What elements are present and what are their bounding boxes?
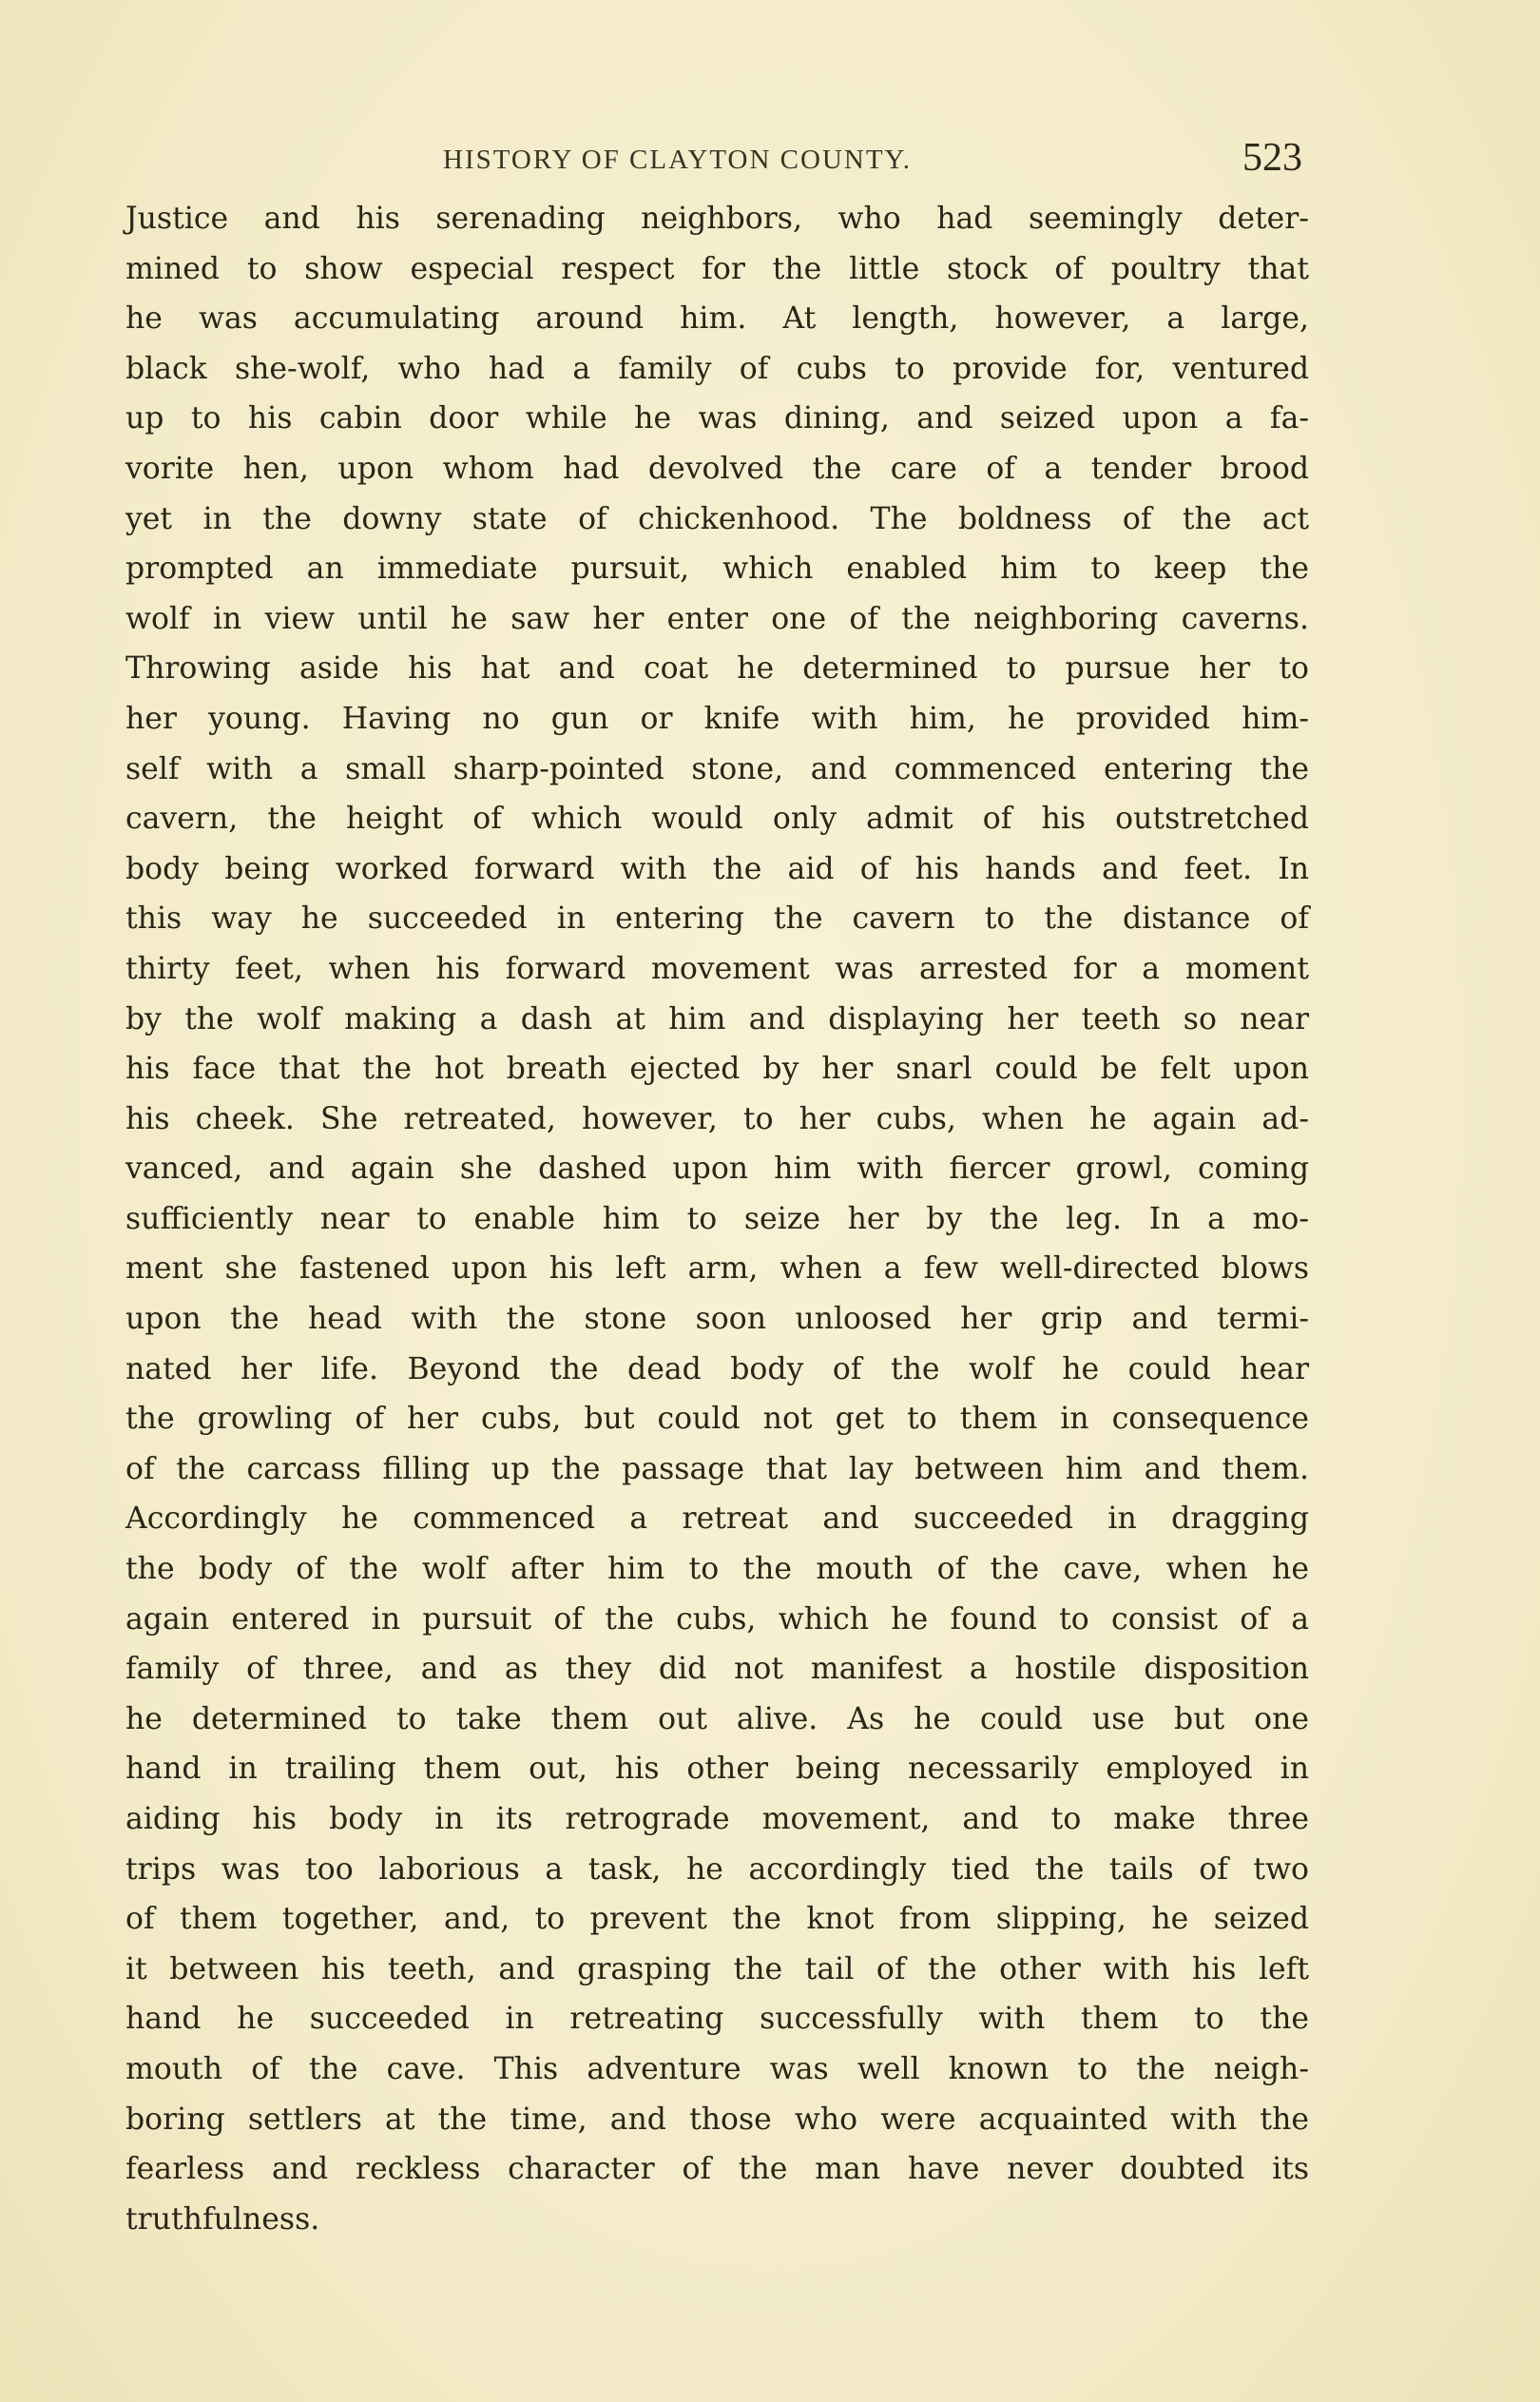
text-line: the growling of her cubs, but could not get to them in consequence [125, 1402, 1309, 1437]
text-line: Throwing aside his hat and coat he determined to pursue her to [125, 651, 1309, 687]
text-line: her young. Having no gun or knife with him, he provided him- [125, 701, 1309, 736]
text-line: wolf in view until he saw her enter one of the neighboring caverns. [125, 601, 1309, 636]
text-line: ment she fastened upon his left arm, when a few well-directed blows [125, 1251, 1309, 1287]
running-head [125, 135, 1302, 192]
text-line: the body of the wolf after him to the mouth of the cave, when he [125, 1552, 1309, 1587]
text-line: aiding his body in its retrograde movement, and to make three [125, 1802, 1309, 1836]
text-line: sufficiently near to enable him to seize her by the leg. In a mo- [125, 1201, 1309, 1236]
text-line: body being worked forward with the aid of his hands and feet. In [125, 851, 1309, 886]
text-line: fearless and reckless character of the man have never doubted its [125, 2152, 1309, 2187]
text-line: mouth of the cave. This adventure was well known to the neigh- [125, 2051, 1309, 2086]
text-line: this way he succeeded in entering the cavern to the distance of [125, 901, 1309, 937]
text-line: trips was too laborious a task, he accordingly tied the tails of two [125, 1851, 1309, 1887]
text-line: yet in the downy state of chickenhood. The boldness of the act [125, 501, 1309, 536]
text-line: prompted an immediate pursuit, which enabled him to keep the [125, 552, 1309, 587]
text-line: hand in trailing them out, his other being necessarily employed in [125, 1752, 1309, 1787]
running-head-title: HISTORY OF CLAYTON COUNTY. [443, 145, 912, 175]
text-line: Accordingly he commenced a retreat and succeeded in dragging [125, 1501, 1309, 1537]
page-number: 523 [1242, 136, 1302, 180]
text-line: self with a small sharp-pointed stone, and commenced entering the [125, 751, 1309, 786]
text-line: upon the head with the stone soon unloosed her grip and termi- [125, 1302, 1309, 1337]
text-line: up to his cabin door while he was dining, and seized upon a fa- [125, 401, 1309, 436]
text-line: of them together, and, to prevent the knot from slipping, he seized [125, 1902, 1309, 1937]
text-line: his face that the hot breath ejected by her snarl could be felt upon [125, 1052, 1309, 1087]
text-line: mined to show especial respect for the little stock of poultry that [125, 251, 1309, 286]
text-line: boring settlers at the time, and those who were acquainted with the [125, 2102, 1309, 2137]
text-line: vorite hen, upon whom had devolved the care of a tender brood [125, 451, 1309, 486]
text-line: he determined to take them out alive. As he could use but one [125, 1701, 1309, 1736]
text-line: it between his teeth, and grasping the tail of the other with his left [125, 1951, 1309, 1986]
text-line: truthfulness. [125, 2201, 320, 2237]
text-line: thirty feet, when his forward movement was arrested for a moment [125, 951, 1309, 986]
text-line: Justice and his serenading neighbors, who had seemingly deter- [125, 202, 1309, 236]
text-line: by the wolf making a dash at him and displaying her teeth so near [125, 1001, 1309, 1036]
text-line: cavern, the height of which would only admit of his outstretched [125, 802, 1309, 837]
text-line: family of three, and as they did not manifest a hostile disposition [125, 1652, 1309, 1687]
text-line: of the carcass filling up the passage that lay between him and them. [125, 1451, 1309, 1486]
text-line: nated her life. Beyond the dead body of the wolf he could hear [125, 1351, 1309, 1386]
text-line: again entered in pursuit of the cubs, which he found to consist of a [125, 1601, 1309, 1637]
text-line: vanced, and again she dashed upon him with fiercer growl, coming [125, 1152, 1309, 1187]
text-line: black she-wolf, who had a family of cubs to provide for, ventured [125, 351, 1309, 386]
body-text [125, 194, 1309, 2244]
text-line: his cheek. She retreated, however, to her cubs, when he again ad- [125, 1101, 1309, 1136]
text-line: hand he succeeded in retreating successfully with them to the [125, 2002, 1309, 2037]
text-line: he was accumulating around him. At length, however, a large, [125, 301, 1309, 337]
